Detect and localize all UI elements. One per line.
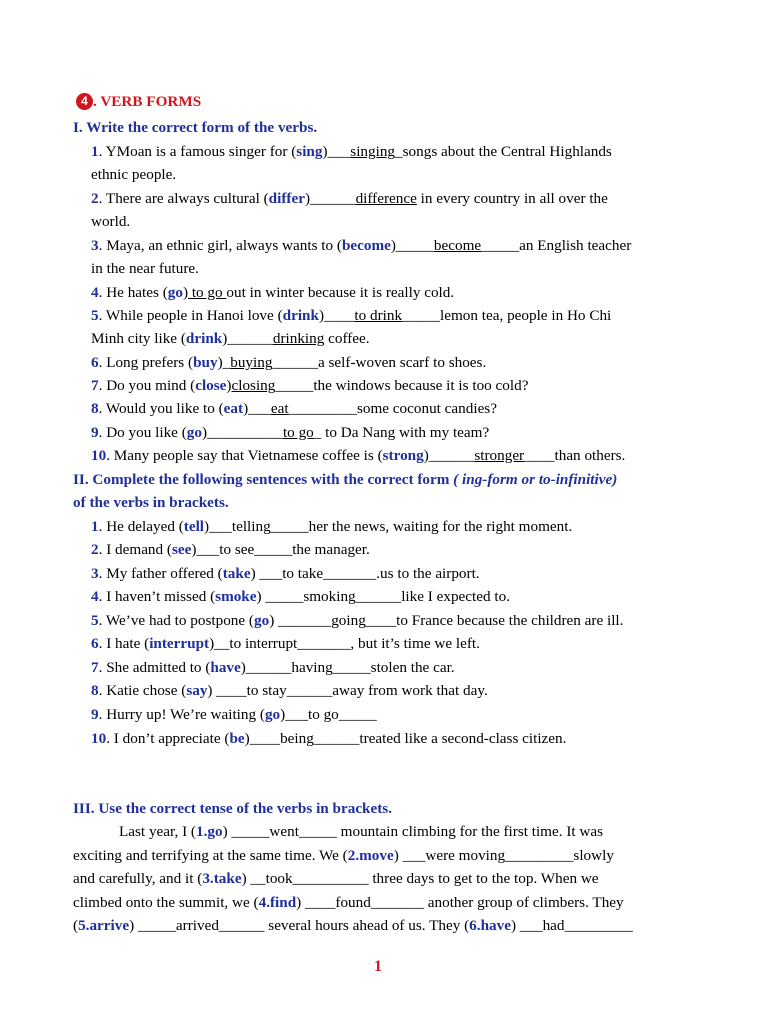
s1-q5-line2: Minh city like (drink)______drinking coffee. [91,330,370,347]
section-2-heading-line1: II. Complete the following sentences with the correct form ( ing-form or to-infinitive) [73,471,618,488]
s1-q3-line1: 3. Maya, an ethnic girl, always wants to (become)_____become_____an English teacher [91,237,632,254]
s2-item: 6. I hate (interrupt)__to interrupt_______, but it’s time we left. [91,635,480,652]
s2-item: 8. Katie chose (say) ____to stay______away from work that day. [91,682,488,699]
s3-line2: exciting and terrifying at the same time. We (2.move) ___were moving_________slowly [73,847,614,864]
s1-q2-line2: world. [91,213,131,230]
s2-item: 7. She admitted to (have)______having_____stolen the car. [91,659,455,676]
s2-item: 2. I demand (see)___to see_____the manager. [91,541,370,558]
answer: eat [270,400,289,417]
s1-q2-line1: 2. There are always cultural (differ)______difference in every country in all over the [91,190,608,207]
answer: to drink [354,307,403,324]
answer: to go [188,284,227,301]
answer: buying [230,354,273,371]
s1-q8: 8. Would you like to (eat)___eat_________some coconut candies? [91,400,497,417]
answer: become [433,237,482,254]
answer: singing [350,143,396,160]
answer: closing [231,377,276,394]
s1-q5-line1: 5. While people in Hanoi love (drink)____to drink_____lemon tea, people in Ho Chi [91,307,612,324]
s3-line5: (5.arrive) _____arrived______ several hours ahead of us. They (6.have) ___had_________ [73,917,633,934]
s1-q4: 4. He hates (go) to go out in winter because it is really cold. [91,284,455,301]
section-2-heading-line2: of the verbs in brackets. [73,494,229,511]
section-title: 4 . VERB FORMS [76,92,201,112]
s1-q9: 9. Do you like (go)__________to go_ to Da Nang with my team? [91,424,490,441]
section-1-heading: I. Write the correct form of the verbs. [73,119,318,136]
s3-line3: and carefully, and it (3.take) __took__________ three days to get to the top. When we [73,870,599,887]
s1-q6: 6. Long prefers (buy)_buying______a self-woven scarf to shoes. [91,354,487,371]
s1-q3-line2: in the near future. [91,260,199,277]
s1-q7: 7. Do you mind (close)closing_____the windows because it is too cold? [91,377,529,394]
answer: to go [282,424,314,441]
number-4-badge: 4 [76,93,93,110]
s1-q1-line1: 1. YMoan is a famous singer for (sing)___singing_songs about the Central Highlands [91,143,612,160]
s2-item: 4. I haven’t missed (smoke) _____smoking______like I expected to. [91,588,511,605]
s2-item: 3. My father offered (take) ___to take_______.us to the airport. [91,565,480,582]
section-3-heading: III. Use the correct tense of the verbs in brackets. [73,800,393,817]
s2-item: 10. I don’t appreciate (be)____being______treated like a second-class citizen. [91,730,567,747]
s3-line4: climbed onto the summit, we (4.find) ____found_______ another group of climbers. They [73,894,624,911]
s1-q10: 10. Many people say that Vietnamese coffee is (strong)______stronger____than others. [91,447,626,464]
page-number: 1 [374,958,382,975]
answer: difference [355,190,417,207]
answer: stronger [474,447,525,464]
s2-item: 1. He delayed (tell)___telling_____her the news, waiting for the right moment. [91,518,573,535]
answer: drinking [272,330,325,347]
s3-line1: Last year, I (1.go) _____went_____ mountain climbing for the first time. It was [119,823,604,840]
s2-item: 5. We’ve had to postpone (go) _______going____to France because the children are ill. [91,612,624,629]
s2-item: 9. Hurry up! We’re waiting (go)___to go_____ [91,706,377,723]
s1-q1-line2: ethnic people. [91,166,177,183]
